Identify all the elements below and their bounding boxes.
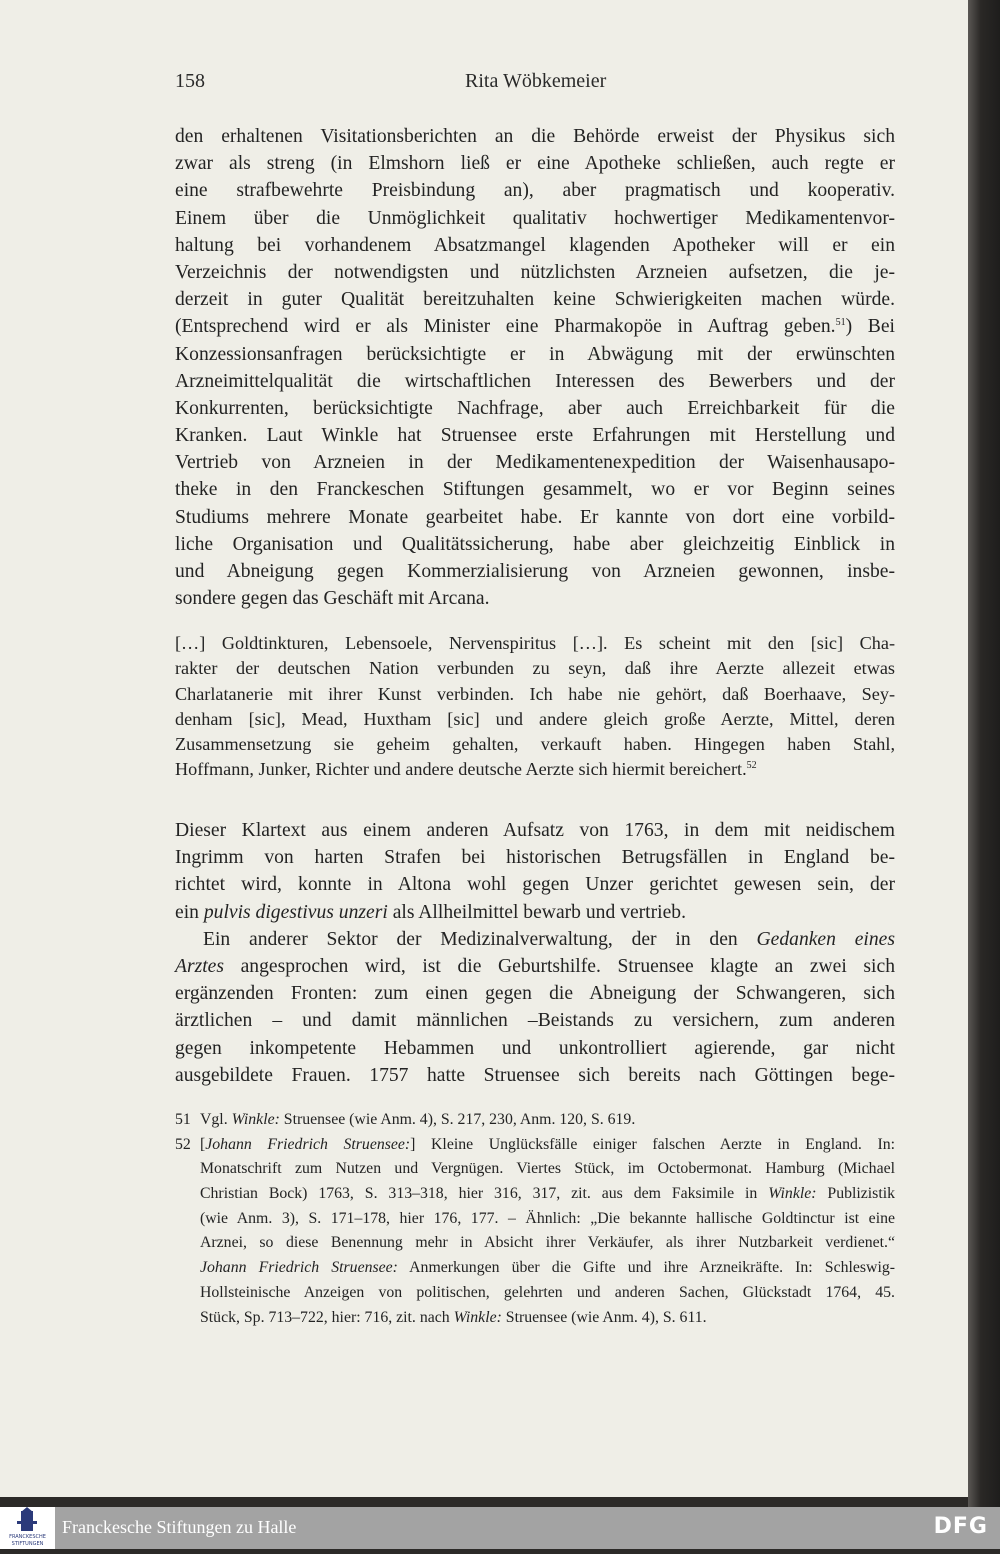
text-line [175, 953, 895, 980]
text-segment: Monatschrift zum Nutzen und Vergnügen. Viertes Stück, im Octobermonat. Hamburg (Michael [200, 1160, 895, 1178]
text-segment: Johann Friedrich Struensee: [200, 1259, 398, 1277]
body-paragraph [175, 817, 895, 1089]
text-line [175, 476, 895, 503]
text-line [175, 1231, 895, 1256]
text-line [175, 313, 895, 340]
text-line [175, 1182, 895, 1207]
text-segment: Konkurrenten, berücksichtigte Nachfrage, aber auch Erreichbarkeit für die [175, 397, 895, 419]
text-segment: Hollsteinische Anzeigen von politischen, gelehrten und anderen Sachen, Glückstadt 1764, 45. [200, 1283, 895, 1301]
text-line [175, 341, 895, 368]
text-segment: Gedanken eines [756, 928, 895, 950]
text-segment: Einem über die Unmöglichkeit qualitativ hochwertiger Medikamentenvor- [175, 207, 895, 229]
text-line [175, 1281, 895, 1306]
text-segment: Kranken. Laut Winkle hat Struensee erste Erfahrungen mit Herstellung und [175, 425, 895, 447]
text-line [175, 368, 895, 395]
text-segment: Ingrimm von harten Strafen bei historischen Betrugsfällen in England be- [175, 847, 895, 869]
text-line [175, 1007, 895, 1034]
text-line [175, 1157, 895, 1182]
footnote-reference[interactable]: 52 [746, 760, 757, 772]
text-line [175, 757, 895, 782]
page-header [175, 70, 895, 100]
text-segment: [ [200, 1135, 206, 1153]
text-segment: Charlatanerie mit ihrer Kunst verbinden. Ich habe nie gehört, daß Boerhaave, Sey- [175, 683, 895, 704]
text-segment: Konzessionsanfragen berücksichtigte er in Abwägung mit der erwünschten [175, 343, 895, 365]
text-line [175, 531, 895, 558]
text-segment: eine strafbewehrte Preisbindung an), aber pragmatisch und kooperativ. [175, 180, 895, 202]
text-segment: Christian Bock) 1763, S. 313–318, hier 316, 317, zit. aus dem Faksimile in [200, 1185, 769, 1203]
text-line [175, 732, 895, 757]
text-segment: ergänzenden Fronten: zum einen gegen die Abneigung der Schwangeren, sich [175, 983, 895, 1005]
footnote-number: 51 [175, 1111, 191, 1128]
text-segment: derzeit in guter Qualität bereitzuhalten keine Schwierigkeiten machen würde. [175, 289, 895, 311]
body-paragraph [175, 123, 895, 612]
text-segment: richtet wird, konnte in Altona wohl gegen Unzer gerichtet gewesen sein, der [175, 874, 895, 896]
text-segment: ärztlichen – und damit männlichen –Beistands zu versichern, zum anderen [175, 1010, 895, 1032]
text-line [175, 205, 895, 232]
text-segment: theke in den Franckeschen Stiftungen gesammelt, wo er vor Beginn seines [175, 479, 895, 501]
text-line [175, 631, 895, 656]
footnote [175, 1133, 895, 1331]
text-segment: angesprochen wird, ist die Geburtshilfe. Struensee klagte an zwei sich [223, 955, 895, 977]
text-segment: Arznei, so diese Benennung mehr in Absicht ihrer Verkäufer, als ihrer Nutzbarkeit verdienet.“ [200, 1234, 895, 1252]
text-segment: und Abneigung gegen Kommerzialisierung von Arzneien gewonnen, insbe- [175, 561, 895, 582]
text-line [175, 682, 895, 707]
institution-name[interactable]: Franckesche Stiftungen zu Halle [62, 1517, 297, 1537]
text-segment: sondere gegen das Geschäft mit Arcana. [175, 588, 490, 610]
text-line [175, 871, 895, 898]
text-segment: Winkle: [768, 1185, 817, 1203]
text-segment: […] Goldtinkturen, Lebensoele, Nervenspiritus […]. Es scheint mit den [sic] Cha- [175, 633, 895, 653]
text-line [175, 1133, 895, 1158]
text-segment: ) Bei [845, 316, 895, 338]
text-line [175, 1035, 895, 1062]
text-segment: Ein anderer Sektor der Medizinalverwaltung, der in den [203, 928, 757, 950]
text-segment: Anmerkungen über die Gifte und ihre Arzneikräfte. In: Schleswig- [397, 1259, 895, 1277]
block-quote [175, 631, 895, 783]
footnote-number: 52 [175, 1135, 191, 1153]
text-segment: Vgl. [200, 1111, 232, 1128]
text-segment: Zusammensetzung sie geheim gehalten, verkauft haben. Hingegen haben Stahl, [175, 734, 895, 755]
text-line [175, 259, 895, 286]
text-segment: Verzeichnis der notwendigsten und nützlichsten Arzneien aufsetzen, die je- [175, 261, 895, 283]
text-line [175, 707, 895, 732]
text-segment: Johann Friedrich Struensee: [205, 1135, 411, 1153]
text-segment: ein [175, 901, 204, 923]
text-segment: Struensee (wie Anm. 4), S. 217, 230, Anm. 120, S. 619. [279, 1111, 636, 1128]
text-line [175, 1306, 895, 1331]
running-head: Rita Wöbkemeier [465, 70, 607, 92]
dfg-logo[interactable]: DFG [933, 1514, 988, 1539]
text-line [175, 1207, 895, 1232]
institution-logo[interactable] [0, 1507, 55, 1549]
text-segment: Dieser Klartext aus einem anderen Aufsatz von 1763, in dem mit neidischem [175, 820, 895, 841]
text-line [175, 980, 895, 1007]
text-segment: gegen inkompetente Hebammen und unkontrolliert agierende, gar nicht [175, 1037, 895, 1059]
footnotes [175, 1108, 895, 1330]
text-segment: ausgebildete Frauen. 1757 hatte Struensee sich bereits nach Göttingen bege- [175, 1064, 895, 1086]
text-line [175, 817, 895, 844]
text-segment: denham [sic], Mead, Huxtham [sic] und andere gleich große Aerzte, Mittel, deren [175, 708, 895, 729]
text-line [175, 422, 895, 449]
text-segment: den erhaltenen Visitationsberichten an die Behörde erweist der Physikus sich [175, 126, 895, 147]
text-segment: haltung bei vorhandenem Absatzmangel klagenden Apotheker will er ein [175, 234, 895, 256]
text-segment: zwar als streng (in Elmshorn ließ er eine Apotheke schließen, auch regte er [175, 153, 895, 175]
text-segment: Arzneimittelqualität die wirtschaftlichen Interessen des Bewerbers und der [175, 370, 895, 392]
text-segment: Stück, Sp. 713–722, hier: 716, zit. nach [200, 1308, 454, 1326]
text-segment: (Entsprechend wird er als Minister eine Pharmakopöe in Auftrag geben. [175, 316, 836, 338]
text-line [175, 504, 895, 531]
text-segment: Struensee (wie Anm. 4), S. 611. [501, 1308, 707, 1326]
text-segment: Winkle: [231, 1111, 280, 1128]
footnote-reference[interactable]: 51 [835, 317, 846, 329]
text-line [175, 123, 895, 150]
text-line [175, 177, 895, 204]
text-line [175, 395, 895, 422]
text-line [175, 150, 895, 177]
text-line [175, 558, 895, 585]
text-line [175, 1062, 895, 1089]
text-segment: Studiums mehrere Monate gearbeitet habe. Er kannte von dort eine vorbild- [175, 506, 895, 528]
text-segment: ] Kleine Unglücksfälle einiger falschen Aerzte in England. In: [410, 1135, 895, 1153]
text-line [175, 1108, 895, 1133]
text-segment: rakter der deutschen Nation verbunden zu seyn, daß ihre Aerzte allezeit etwas [175, 658, 895, 679]
footnote [175, 1108, 895, 1133]
text-segment: Hoffmann, Junker, Richter und andere deutsche Aerzte sich hiermit bereichert. [175, 759, 747, 780]
svg-text:STIFTUNGEN: STIFTUNGEN [11, 1541, 44, 1547]
page-number: 158 [175, 70, 205, 92]
viewer-footer [0, 1507, 1000, 1549]
text-line [175, 232, 895, 259]
text-line [175, 656, 895, 681]
text-line [175, 844, 895, 871]
svg-text:FRANCKESCHE: FRANCKESCHE [9, 1534, 46, 1540]
text-line [175, 926, 895, 953]
text-segment: liche Organisation und Qualitätssicherung, habe aber gleichzeitig Einblick in [175, 533, 895, 555]
text-line [175, 1256, 895, 1281]
text-segment: Winkle: [453, 1308, 502, 1326]
text-segment: pulvis digestivus unzeri [203, 901, 388, 923]
text-line [175, 585, 895, 612]
book-edge [968, 0, 1000, 1507]
text-segment: als Allheilmittel bewarb und vertrieb. [387, 901, 686, 923]
text-line [175, 449, 895, 476]
text-segment: Arztes [175, 955, 224, 977]
text-segment: Publizistik [816, 1185, 895, 1203]
text-segment: Vertrieb von Arzneien in der Medikamentenexpedition der Waisenhausapo- [175, 452, 895, 474]
text-line [175, 899, 895, 926]
text-segment: (wie Anm. 3), S. 171–178, hier 176, 177. – Ähnlich: „Die bekannte hallische Goldtinctur ist eine [200, 1209, 895, 1227]
text-line [175, 286, 895, 313]
